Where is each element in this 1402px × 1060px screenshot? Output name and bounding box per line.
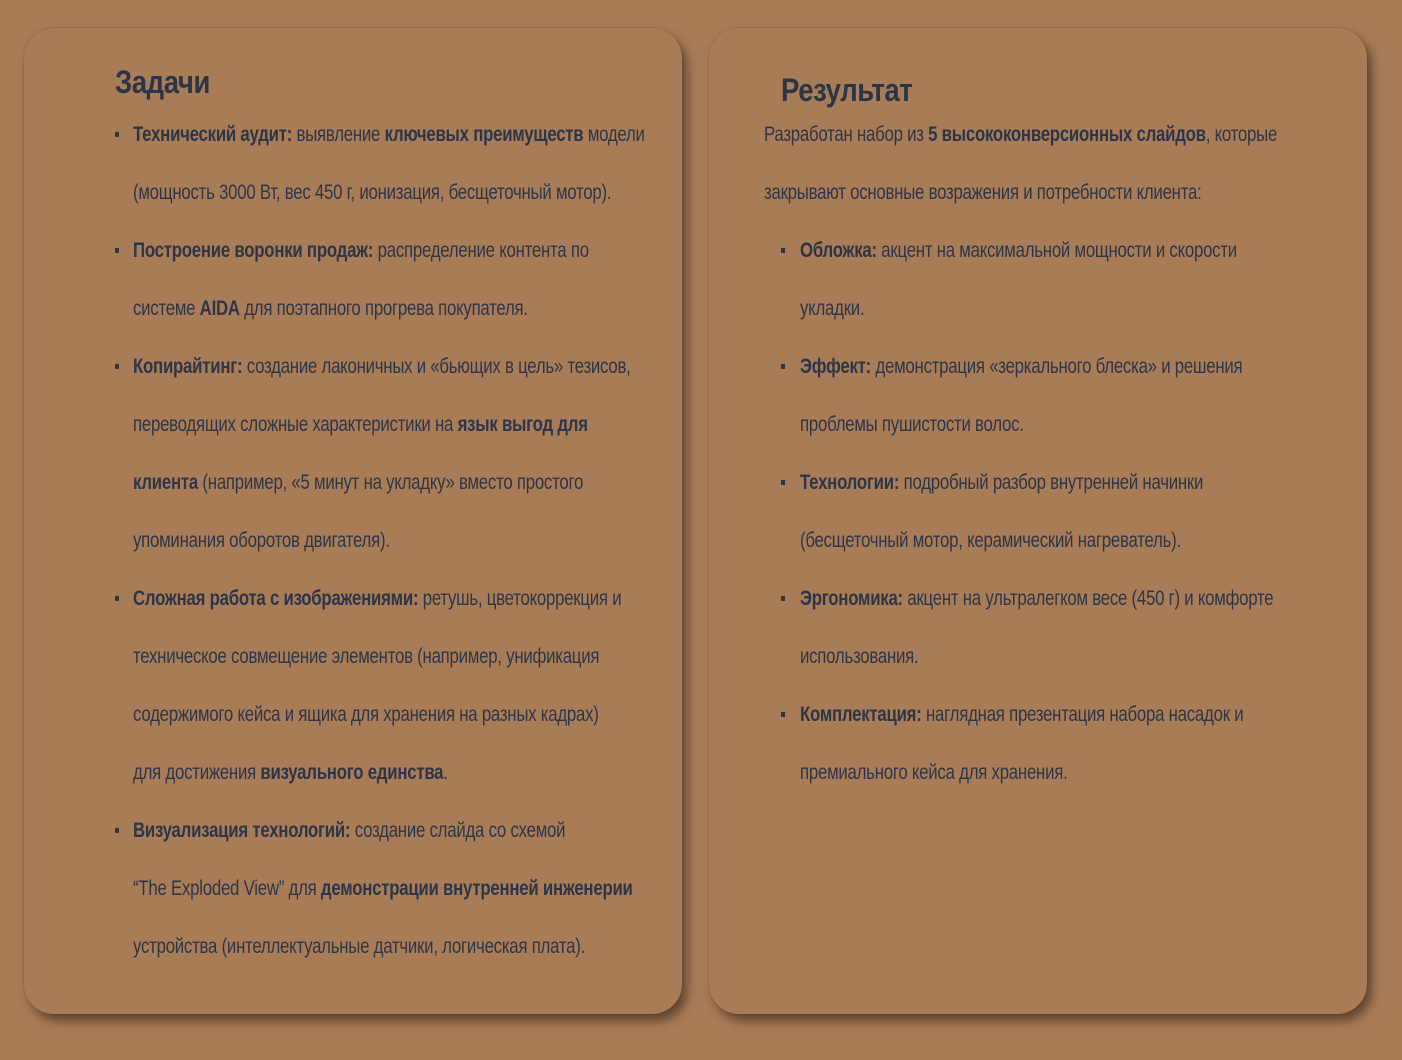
- result-intro: [764, 106, 1402, 222]
- bold-text: Обложка:: [800, 239, 877, 262]
- text-line: [800, 222, 1392, 280]
- bold-text: Построение воронки продаж:: [133, 239, 374, 262]
- text-segment: создание слайда со схемой: [350, 819, 566, 842]
- result-title: Результат: [781, 72, 913, 108]
- text-segment: упоминания оборотов двигателя).: [133, 529, 390, 552]
- text-segment: укладки.: [800, 297, 865, 320]
- bold-text: Комплектация:: [800, 703, 922, 726]
- text-segment: подробный разбор внутренней начинки: [899, 471, 1204, 494]
- text-segment: создание лаконичных и «бьющих в цель» тезисов,: [242, 355, 631, 378]
- text-line: [800, 338, 1392, 396]
- text-segment: распределение контента по: [373, 239, 589, 262]
- text-line: [133, 396, 773, 454]
- text-segment: содержимого кейса и ящика для хранения на разных кадрах): [133, 703, 599, 726]
- text-line: [133, 744, 773, 802]
- text-line: [133, 222, 773, 280]
- text-segment: , которые: [1205, 123, 1278, 146]
- text-line: [133, 454, 773, 512]
- bold-text: Визуализация технологий:: [133, 819, 351, 842]
- text-line: [133, 918, 773, 976]
- list-item: [115, 570, 773, 802]
- list-item: [781, 222, 1392, 338]
- text-segment: (например, «5 минут на укладку» вместо простого: [198, 471, 584, 494]
- text-line: [800, 686, 1392, 744]
- text-segment: системе: [133, 297, 200, 320]
- text-segment: наглядная презентация набора насадок и: [921, 703, 1244, 726]
- bold-text: Эффект:: [800, 355, 872, 378]
- list-item: [115, 106, 773, 222]
- text-segment: выявление: [292, 123, 385, 146]
- list-item: [115, 222, 773, 338]
- text-segment: использования.: [800, 645, 919, 668]
- text-line: [800, 512, 1392, 570]
- bold-text: AIDA: [199, 297, 240, 320]
- text-line: [800, 396, 1392, 454]
- text-segment: для достижения: [133, 761, 261, 784]
- text-segment: Разработан набор из: [764, 123, 929, 146]
- text-segment: (мощность 3000 Вт, вес 450 г, ионизация, бесщеточный мотор).: [133, 181, 612, 204]
- text-line: [800, 744, 1392, 802]
- text-line: [764, 164, 1402, 222]
- text-line: [133, 686, 773, 744]
- list-item: [781, 570, 1392, 686]
- text-segment: (бесщеточный мотор, керамический нагреватель).: [800, 529, 1181, 552]
- text-segment: для поэтапного прогрева покупателя.: [239, 297, 528, 320]
- text-line: [800, 628, 1392, 686]
- list-item: [115, 338, 773, 570]
- text-segment: техническое совмещение элементов (например, унификация: [133, 645, 600, 668]
- list-item: [781, 686, 1392, 802]
- bold-text: клиента: [133, 471, 198, 494]
- text-line: [133, 106, 773, 164]
- tasks-title: Задачи: [115, 64, 210, 100]
- text-segment: премиального кейса для хранения.: [800, 761, 1068, 784]
- bold-text: ключевых преимуществ: [384, 123, 584, 146]
- text-segment: .: [443, 761, 448, 784]
- text-segment: закрывают основные возражения и потребности клиента:: [764, 181, 1202, 204]
- bold-text: Эргономика:: [800, 587, 903, 610]
- text-line: [133, 860, 773, 918]
- tasks-list: [115, 106, 773, 976]
- text-segment: ретушь, цветокоррекция и: [418, 587, 622, 610]
- result-list: [781, 222, 1392, 802]
- list-item: [781, 338, 1392, 454]
- text-line: [133, 570, 773, 628]
- text-segment: модели: [583, 123, 645, 146]
- text-line: [133, 280, 773, 338]
- text-segment: демонстрация «зеркального блеска» и решения: [871, 355, 1243, 378]
- text-line: [133, 512, 773, 570]
- text-segment: “The Exploded View” для: [133, 877, 321, 900]
- bold-text: Копирайтинг:: [133, 355, 243, 378]
- text-segment: акцент на ультралегком весе (450 г) и комфорте: [902, 587, 1274, 610]
- list-item: [115, 802, 773, 976]
- text-line: [133, 802, 773, 860]
- text-line: [133, 164, 773, 222]
- text-segment: переводящих сложные характеристики на: [133, 413, 458, 436]
- tasks-card: [24, 28, 682, 1014]
- text-line: [133, 628, 773, 686]
- text-line: [133, 338, 773, 396]
- text-segment: устройства (интеллектуальные датчики, логическая плата).: [133, 935, 586, 958]
- bold-text: язык выгод для: [457, 413, 588, 436]
- result-card: [709, 28, 1367, 1014]
- bold-text: Сложная работа с изображениями:: [133, 587, 419, 610]
- text-line: [800, 280, 1392, 338]
- bold-text: демонстрации внутренней инженерии: [320, 877, 633, 900]
- list-item: [781, 454, 1392, 570]
- text-line: [764, 106, 1402, 164]
- bold-text: визуального единства: [260, 761, 444, 784]
- text-segment: акцент на максимальной мощности и скорости: [876, 239, 1237, 262]
- text-segment: проблемы пушистости волос.: [800, 413, 1024, 436]
- bold-text: 5 высококонверсионных слайдов: [928, 123, 1206, 146]
- text-line: [800, 454, 1392, 512]
- bold-text: Технологии:: [800, 471, 900, 494]
- bold-text: Технический аудит:: [133, 123, 293, 146]
- text-line: [800, 570, 1392, 628]
